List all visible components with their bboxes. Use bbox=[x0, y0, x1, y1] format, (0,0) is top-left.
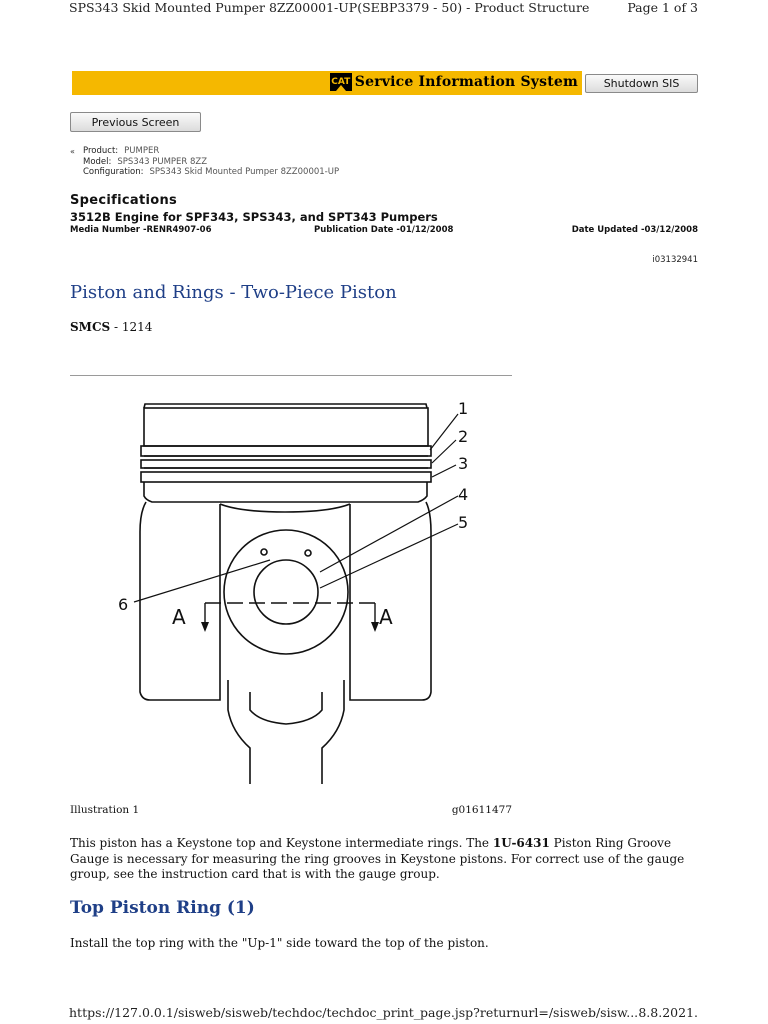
print-header-title: SPS343 Skid Mounted Pumper 8ZZ00001-UP(SEBP3379 - 50) - Product Structure bbox=[69, 0, 590, 15]
product-value: PUMPER bbox=[124, 146, 160, 156]
pin-boss bbox=[224, 530, 348, 654]
smcs-code: SMCS - 1214 bbox=[70, 320, 153, 334]
part-number: 1U-6431 bbox=[492, 836, 550, 850]
piston-pin bbox=[254, 560, 318, 624]
section-title: Top Piston Ring (1) bbox=[70, 898, 255, 918]
callout-2: 2 bbox=[458, 427, 469, 446]
ring-2 bbox=[141, 460, 431, 468]
shutdown-sis-button[interactable]: Shutdown SIS bbox=[585, 74, 698, 93]
illustration-label: Illustration 1 bbox=[70, 804, 140, 816]
callout-6: 6 bbox=[118, 595, 129, 614]
section-text: Install the top ring with the "Up-1" side toward the top of the piston. bbox=[70, 936, 489, 950]
print-header bbox=[69, 0, 698, 18]
publication-date: Publication Date -01/12/2008 bbox=[314, 225, 454, 235]
ring-1 bbox=[141, 446, 431, 456]
illustration-caption bbox=[70, 804, 512, 816]
callout-1: 1 bbox=[458, 399, 469, 418]
product-info: « Product: PUMPER Model: SPS343 PUMPER 8ZZ Configuration: SPS343 Skid Mounted Pumper 8ZZ00001-UP bbox=[70, 146, 340, 177]
configuration-value: SPS343 Skid Mounted Pumper 8ZZ00001-UP bbox=[149, 167, 340, 177]
page-title: Piston and Rings - Two-Piece Piston bbox=[70, 282, 397, 303]
sis-banner bbox=[72, 71, 582, 95]
callout-5: 5 bbox=[458, 513, 469, 532]
document-id: i03132941 bbox=[652, 255, 698, 265]
specifications-title: Specifications bbox=[70, 193, 178, 208]
date-updated: Date Updated -03/12/2008 bbox=[571, 225, 698, 235]
cat-logo-icon: CAT bbox=[330, 73, 352, 91]
print-header-page: Page 1 of 3 bbox=[627, 0, 698, 15]
collapse-arrow-icon[interactable]: « bbox=[70, 147, 75, 156]
model-value: SPS343 PUMPER 8ZZ bbox=[117, 156, 208, 167]
section-label-left: A bbox=[172, 605, 186, 629]
piston-skirt bbox=[140, 502, 220, 700]
body-paragraph: This piston has a Keystone top and Keystone intermediate rings. The 1U-6431 Piston Ring Groove Gauge is necessary for measuring the ring grooves in Keystone pistons. For correct use of the gauge group, see the instruction card that is with the gauge group. bbox=[70, 836, 685, 881]
illustration-id: g01611477 bbox=[451, 804, 512, 816]
piston-crown-body bbox=[144, 408, 428, 446]
piston-illustration bbox=[100, 392, 480, 785]
sis-title: Service Information System bbox=[354, 74, 578, 90]
specifications-subtitle: 3512B Engine for SPF343, SPS343, and SPT343 Pumpers bbox=[70, 210, 438, 224]
connecting-rod bbox=[228, 680, 250, 784]
crown-skirt bbox=[144, 482, 427, 502]
ring-3 bbox=[141, 472, 431, 482]
footer-url: https://127.0.0.1/sisweb/sisweb/techdoc/techdoc_print_page.jsp?returnurl=/sisweb/sisw... bbox=[69, 1005, 639, 1020]
previous-screen-button[interactable]: Previous Screen bbox=[70, 112, 201, 132]
divider bbox=[70, 375, 512, 376]
media-number: Media Number -RENR4907-06 bbox=[70, 225, 212, 235]
footer-date: 8.8.2021. bbox=[638, 1005, 698, 1020]
callout-3: 3 bbox=[458, 454, 469, 473]
callout-4: 4 bbox=[458, 485, 469, 504]
section-label-right: A bbox=[379, 605, 393, 629]
